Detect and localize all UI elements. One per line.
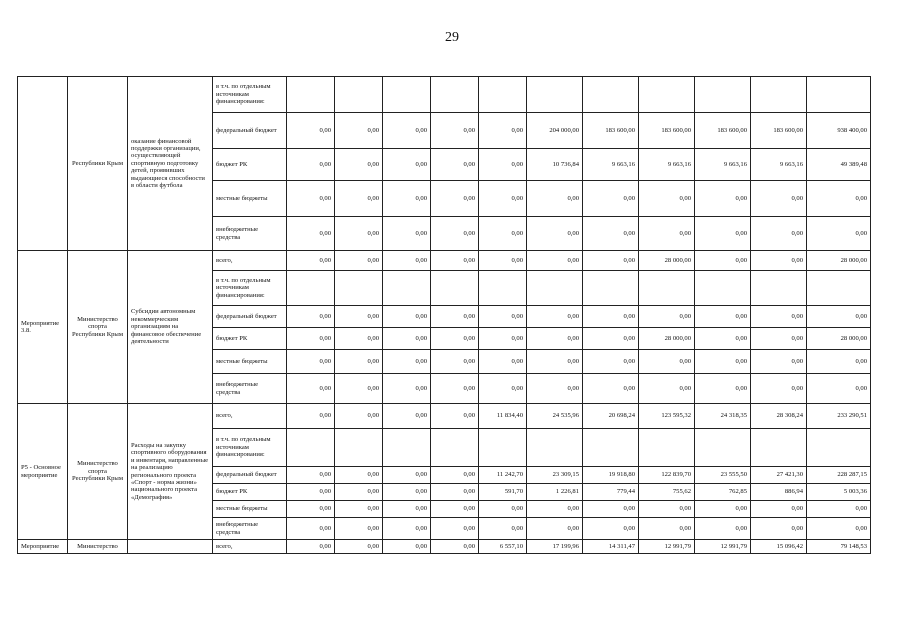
amount-cell: 20 698,24: [583, 404, 639, 429]
amount-cell: 0,00: [583, 518, 639, 540]
amount-cell: 0,00: [527, 350, 583, 374]
amount-cell: 0,00: [383, 518, 431, 540]
amount-cell: 0,00: [335, 467, 383, 484]
amount-cell: 0,00: [695, 501, 751, 518]
amount-cell: 0,00: [431, 113, 479, 149]
amount-cell: 0,00: [807, 350, 871, 374]
amount-cell: 0,00: [751, 306, 807, 328]
amount-cell: [287, 77, 335, 113]
funding-source-cell: в т.ч. по отдельным источникам финансирования:: [213, 271, 287, 306]
funding-source-cell: бюджет РК: [213, 149, 287, 181]
amount-cell: 0,00: [527, 181, 583, 217]
amount-cell: [527, 271, 583, 306]
funding-source-cell: местные бюджеты: [213, 350, 287, 374]
amount-cell: 0,00: [807, 217, 871, 251]
amount-cell: 0,00: [287, 217, 335, 251]
amount-cell: 0,00: [751, 350, 807, 374]
amount-cell: 183 600,00: [751, 113, 807, 149]
amount-cell: 0,00: [527, 217, 583, 251]
amount-cell: 11 242,70: [479, 467, 527, 484]
amount-cell: 10 736,84: [527, 149, 583, 181]
amount-cell: 204 000,00: [527, 113, 583, 149]
amount-cell: 0,00: [583, 328, 639, 350]
amount-cell: 6 557,10: [479, 540, 527, 554]
amount-cell: 0,00: [431, 484, 479, 501]
amount-cell: 0,00: [431, 518, 479, 540]
amount-cell: 5 003,36: [807, 484, 871, 501]
amount-cell: 0,00: [287, 328, 335, 350]
amount-cell: [751, 429, 807, 467]
amount-cell: [639, 429, 695, 467]
amount-cell: 0,00: [751, 181, 807, 217]
amount-cell: 0,00: [287, 484, 335, 501]
amount-cell: 0,00: [527, 251, 583, 271]
amount-cell: [287, 429, 335, 467]
amount-cell: 938 400,00: [807, 113, 871, 149]
amount-cell: [527, 429, 583, 467]
amount-cell: 0,00: [583, 251, 639, 271]
budget-table: [17, 76, 871, 554]
amount-cell: 779,44: [583, 484, 639, 501]
description-cell: Субсидии автономным некоммерческим организациям на финансовое обеспечение деятельности: [128, 251, 213, 404]
amount-cell: 0,00: [383, 404, 431, 429]
amount-cell: 0,00: [583, 306, 639, 328]
amount-cell: [583, 77, 639, 113]
amount-cell: 0,00: [335, 217, 383, 251]
amount-cell: 0,00: [583, 181, 639, 217]
amount-cell: 0,00: [807, 501, 871, 518]
amount-cell: 0,00: [479, 251, 527, 271]
amount-cell: [383, 77, 431, 113]
amount-cell: 23 309,15: [527, 467, 583, 484]
amount-cell: 0,00: [695, 374, 751, 404]
amount-cell: 28 000,00: [807, 328, 871, 350]
funding-source-cell: внебюджетные средства: [213, 374, 287, 404]
amount-cell: [751, 77, 807, 113]
amount-cell: 15 096,42: [751, 540, 807, 554]
amount-cell: 12 991,79: [695, 540, 751, 554]
description-cell: оказание финансовой поддержки организации, осуществляющей спортивную подготовку детей, проявивших выдающиеся способности в области футбола: [128, 77, 213, 251]
amount-cell: 0,00: [287, 149, 335, 181]
amount-cell: [335, 77, 383, 113]
executor-cell: Министерство спорта Республики Крым: [68, 251, 128, 404]
amount-cell: [431, 429, 479, 467]
amount-cell: 0,00: [287, 113, 335, 149]
amount-cell: 0,00: [335, 181, 383, 217]
table-row: [18, 77, 871, 113]
amount-cell: 0,00: [335, 328, 383, 350]
amount-cell: 0,00: [527, 501, 583, 518]
amount-cell: 0,00: [479, 374, 527, 404]
activity-cell: Мероприятие: [18, 540, 68, 554]
amount-cell: 28 000,00: [807, 251, 871, 271]
amount-cell: 0,00: [583, 350, 639, 374]
amount-cell: 0,00: [287, 467, 335, 484]
amount-cell: 762,85: [695, 484, 751, 501]
executor-cell: Министерство спорта Республики Крым: [68, 404, 128, 540]
amount-cell: 0,00: [383, 484, 431, 501]
amount-cell: 0,00: [383, 251, 431, 271]
amount-cell: 0,00: [807, 518, 871, 540]
amount-cell: 0,00: [383, 328, 431, 350]
amount-cell: 0,00: [383, 217, 431, 251]
amount-cell: 0,00: [383, 540, 431, 554]
executor-cell: Республики Крым: [68, 77, 128, 251]
amount-cell: [383, 271, 431, 306]
amount-cell: [695, 77, 751, 113]
amount-cell: 0,00: [695, 306, 751, 328]
funding-source-cell: всего,: [213, 251, 287, 271]
amount-cell: 0,00: [583, 501, 639, 518]
amount-cell: 9 663,16: [639, 149, 695, 181]
amount-cell: [335, 429, 383, 467]
amount-cell: 0,00: [431, 404, 479, 429]
amount-cell: 0,00: [335, 350, 383, 374]
amount-cell: 19 918,80: [583, 467, 639, 484]
amount-cell: 0,00: [431, 149, 479, 181]
amount-cell: 0,00: [479, 350, 527, 374]
amount-cell: 0,00: [751, 251, 807, 271]
amount-cell: [807, 271, 871, 306]
amount-cell: 0,00: [751, 374, 807, 404]
amount-cell: 0,00: [583, 217, 639, 251]
amount-cell: 9 663,16: [695, 149, 751, 181]
amount-cell: [335, 271, 383, 306]
amount-cell: 0,00: [431, 350, 479, 374]
description-cell: [128, 540, 213, 554]
amount-cell: [695, 271, 751, 306]
amount-cell: 17 199,96: [527, 540, 583, 554]
amount-cell: [695, 429, 751, 467]
amount-cell: [431, 77, 479, 113]
amount-cell: 0,00: [431, 217, 479, 251]
amount-cell: 0,00: [335, 518, 383, 540]
amount-cell: 0,00: [807, 306, 871, 328]
amount-cell: 23 555,50: [695, 467, 751, 484]
amount-cell: [807, 77, 871, 113]
amount-cell: 0,00: [335, 540, 383, 554]
amount-cell: [583, 271, 639, 306]
funding-source-cell: федеральный бюджет: [213, 306, 287, 328]
amount-cell: 0,00: [335, 404, 383, 429]
amount-cell: [583, 429, 639, 467]
amount-cell: 0,00: [639, 350, 695, 374]
table-row: [18, 404, 871, 429]
amount-cell: 0,00: [639, 306, 695, 328]
amount-cell: 0,00: [751, 217, 807, 251]
amount-cell: 12 991,79: [639, 540, 695, 554]
amount-cell: 0,00: [479, 113, 527, 149]
amount-cell: [639, 77, 695, 113]
amount-cell: 0,00: [335, 374, 383, 404]
activity-cell: P5 - Основное мероприятие: [18, 404, 68, 540]
amount-cell: 0,00: [383, 149, 431, 181]
amount-cell: 0,00: [383, 181, 431, 217]
amount-cell: 0,00: [479, 518, 527, 540]
amount-cell: 0,00: [695, 217, 751, 251]
amount-cell: 0,00: [431, 306, 479, 328]
amount-cell: [479, 429, 527, 467]
amount-cell: 0,00: [287, 350, 335, 374]
amount-cell: 0,00: [527, 306, 583, 328]
amount-cell: 0,00: [639, 374, 695, 404]
amount-cell: 0,00: [335, 484, 383, 501]
amount-cell: 0,00: [287, 540, 335, 554]
amount-cell: 0,00: [335, 501, 383, 518]
amount-cell: 183 600,00: [639, 113, 695, 149]
funding-source-cell: местные бюджеты: [213, 501, 287, 518]
amount-cell: 0,00: [383, 350, 431, 374]
amount-cell: 0,00: [287, 501, 335, 518]
amount-cell: 0,00: [751, 518, 807, 540]
amount-cell: 28 308,24: [751, 404, 807, 429]
funding-source-cell: внебюджетные средства: [213, 217, 287, 251]
activity-cell: Мероприятие 3.8.: [18, 251, 68, 404]
amount-cell: 591,70: [479, 484, 527, 501]
funding-source-cell: местные бюджеты: [213, 181, 287, 217]
amount-cell: 0,00: [287, 518, 335, 540]
amount-cell: 1 226,81: [527, 484, 583, 501]
amount-cell: [527, 77, 583, 113]
amount-cell: 0,00: [383, 501, 431, 518]
funding-source-cell: в т.ч. по отдельным источникам финансирования:: [213, 77, 287, 113]
amount-cell: [479, 271, 527, 306]
amount-cell: 9 663,16: [583, 149, 639, 181]
amount-cell: 122 839,70: [639, 467, 695, 484]
amount-cell: 183 600,00: [695, 113, 751, 149]
funding-source-cell: внебюджетные средства: [213, 518, 287, 540]
amount-cell: 79 148,53: [807, 540, 871, 554]
activity-cell: [18, 77, 68, 251]
amount-cell: 755,62: [639, 484, 695, 501]
amount-cell: 0,00: [383, 467, 431, 484]
amount-cell: [383, 429, 431, 467]
amount-cell: 0,00: [479, 501, 527, 518]
amount-cell: 123 595,32: [639, 404, 695, 429]
amount-cell: 0,00: [431, 501, 479, 518]
amount-cell: 886,94: [751, 484, 807, 501]
amount-cell: 0,00: [287, 404, 335, 429]
amount-cell: 0,00: [335, 306, 383, 328]
description-cell: Расходы на закупку спортивного оборудования и инвентаря, направленные на реализацию регионального проекта «Спорт - норма жизни» национального проекта «Демография»: [128, 404, 213, 540]
amount-cell: 11 834,40: [479, 404, 527, 429]
amount-cell: 0,00: [751, 328, 807, 350]
amount-cell: 0,00: [479, 328, 527, 350]
amount-cell: [807, 429, 871, 467]
amount-cell: 24 318,35: [695, 404, 751, 429]
amount-cell: 183 600,00: [583, 113, 639, 149]
amount-cell: 0,00: [583, 374, 639, 404]
amount-cell: 14 311,47: [583, 540, 639, 554]
amount-cell: 0,00: [639, 518, 695, 540]
funding-source-cell: бюджет РК: [213, 328, 287, 350]
funding-source-cell: бюджет РК: [213, 484, 287, 501]
amount-cell: 0,00: [431, 540, 479, 554]
table-row: [18, 251, 871, 271]
amount-cell: 0,00: [383, 306, 431, 328]
table-row: [18, 540, 871, 554]
amount-cell: 0,00: [527, 374, 583, 404]
funding-source-cell: федеральный бюджет: [213, 113, 287, 149]
amount-cell: 0,00: [527, 328, 583, 350]
amount-cell: 0,00: [695, 251, 751, 271]
executor-cell: Министерство: [68, 540, 128, 554]
amount-cell: 0,00: [431, 467, 479, 484]
amount-cell: 0,00: [479, 217, 527, 251]
amount-cell: 0,00: [383, 374, 431, 404]
amount-cell: 0,00: [287, 251, 335, 271]
amount-cell: [751, 271, 807, 306]
amount-cell: 0,00: [639, 501, 695, 518]
amount-cell: 0,00: [695, 328, 751, 350]
amount-cell: [479, 77, 527, 113]
amount-cell: 0,00: [479, 306, 527, 328]
amount-cell: [287, 271, 335, 306]
amount-cell: 0,00: [335, 149, 383, 181]
page-number: 29: [445, 30, 459, 45]
amount-cell: 0,00: [335, 113, 383, 149]
amount-cell: 0,00: [695, 350, 751, 374]
amount-cell: 0,00: [751, 501, 807, 518]
amount-cell: 0,00: [639, 181, 695, 217]
amount-cell: 0,00: [639, 217, 695, 251]
amount-cell: 28 000,00: [639, 251, 695, 271]
amount-cell: 0,00: [287, 306, 335, 328]
amount-cell: 0,00: [287, 181, 335, 217]
amount-cell: 0,00: [807, 181, 871, 217]
amount-cell: [431, 271, 479, 306]
amount-cell: 0,00: [479, 149, 527, 181]
funding-source-cell: в т.ч. по отдельным источникам финансирования:: [213, 429, 287, 467]
amount-cell: 49 389,48: [807, 149, 871, 181]
amount-cell: 0,00: [335, 251, 383, 271]
amount-cell: 0,00: [695, 518, 751, 540]
amount-cell: 0,00: [383, 113, 431, 149]
amount-cell: 28 000,00: [639, 328, 695, 350]
amount-cell: 0,00: [807, 374, 871, 404]
amount-cell: 0,00: [287, 374, 335, 404]
amount-cell: 0,00: [695, 181, 751, 217]
amount-cell: 233 290,51: [807, 404, 871, 429]
amount-cell: 0,00: [431, 328, 479, 350]
amount-cell: 24 535,96: [527, 404, 583, 429]
amount-cell: 0,00: [479, 181, 527, 217]
funding-source-cell: всего,: [213, 404, 287, 429]
amount-cell: [639, 271, 695, 306]
amount-cell: 0,00: [431, 374, 479, 404]
amount-cell: 0,00: [431, 251, 479, 271]
funding-source-cell: федеральный бюджет: [213, 467, 287, 484]
amount-cell: 0,00: [527, 518, 583, 540]
amount-cell: 9 663,16: [751, 149, 807, 181]
amount-cell: 0,00: [431, 181, 479, 217]
amount-cell: 228 287,15: [807, 467, 871, 484]
amount-cell: 27 421,30: [751, 467, 807, 484]
funding-source-cell: всего,: [213, 540, 287, 554]
